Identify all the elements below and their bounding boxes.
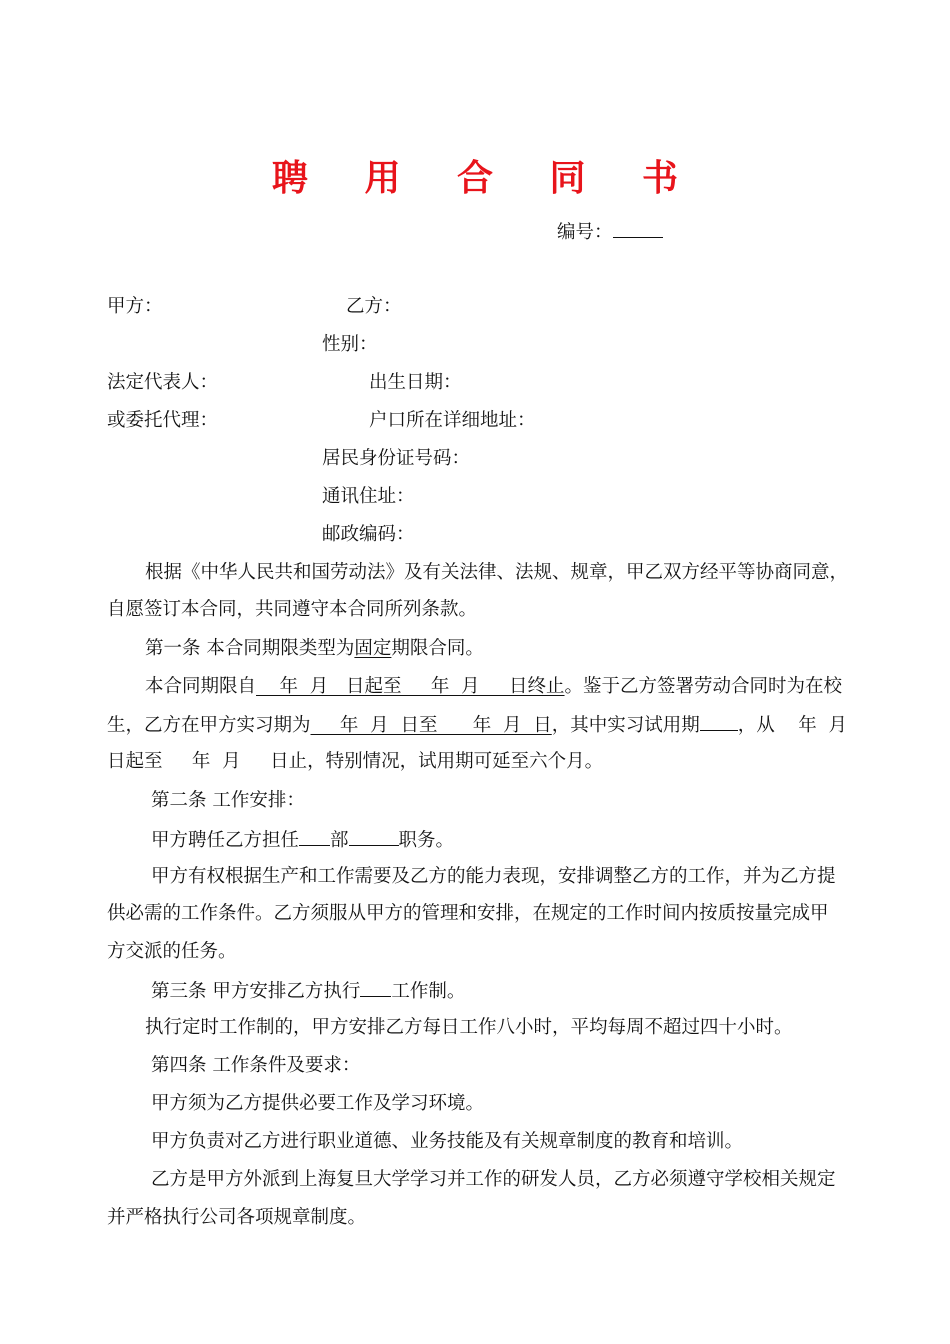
household-address-label: 户口所在详细地址： [369,410,536,431]
intern-tail: ，从 年 月 [737,715,848,736]
intro-line-1: 根据《中华人民共和国劳动法》及有关法律、法规、规章，甲乙双方经平等协商同意， [145,562,849,583]
intro-line-2: 自愿签订本合同，共同遵守本合同所列条款。 [107,599,478,620]
article-1-heading [145,637,484,661]
post-post: 职务。 [398,830,455,851]
article-1-probation: 日起至 年 月 日止，特别情况，试用期可延至六个月。 [107,751,604,772]
document-title: 聘 用 合 同 书 [271,158,701,199]
work-system-blank [360,978,391,997]
department-blank [299,827,330,846]
article-2-line-1: 甲方有权根据生产和工作需要及乙方的能力表现，安排调整乙方的工作，并为乙方提 [151,866,836,887]
article-1-heading-post: 期限合同。 [391,638,484,659]
term-post: 。鉴于乙方签署劳动合同时为在校 [564,676,843,697]
contract-number [557,219,663,245]
contract-type-value: 固定 [354,638,392,659]
article-4-line-2: 甲方负责对乙方进行职业道德、业务技能及有关规章制度的教育和培训。 [151,1131,744,1152]
article-4-line-3: 乙方是甲方外派到上海复旦大学学习并工作的研发人员，乙方必须遵守学校相关规定 [151,1169,836,1190]
article-2-line-3: 方交派的任务。 [107,941,237,962]
intern-pre: 生，乙方在甲方实习期为 [107,715,311,736]
contract-number-label: 编号： [557,222,613,243]
id-number-label: 居民身份证号码： [322,448,471,469]
position-blank [349,827,399,846]
article-4-line-4: 并严格执行公司各项规章制度。 [107,1207,367,1228]
postcode-label: 邮政编码： [322,524,415,545]
party-b-label: 乙方： [346,296,402,317]
term-pre: 本合同期限自 [145,676,257,697]
article-3-line-1: 执行定时工作制的，甲方安排乙方每日工作八小时，平均每周不超过四十小时。 [145,1017,793,1038]
term-period: 年 月 日起至 年 月 日终止 [256,676,565,697]
post-pre: 甲方聘任乙方担任 [151,830,300,851]
article-4-heading: 第四条 工作条件及要求： [151,1055,361,1076]
article-1-heading-pre: 第一条 本合同期限类型为 [145,638,355,659]
article-2-line-2: 供必需的工作条件。乙方须服从甲方的管理和安排，在规定的工作时间内按质按量完成甲 [107,903,829,924]
post-mid: 部 [330,830,349,851]
article-2-heading: 第二条 工作安排： [151,790,305,811]
intern-post: ，其中实习试用期 [551,715,700,736]
article-2-post [151,827,454,853]
article-3-heading-post: 工作制。 [391,981,466,1002]
birth-date-label: 出生日期： [369,372,462,393]
agent-label: 或委托代理： [107,410,219,431]
article-3-heading [151,978,465,1004]
mail-address-label: 通讯住址： [322,486,415,507]
intern-period: 年 月 日至 年 月 日 [310,715,552,736]
party-a-label: 甲方： [107,296,163,317]
article-4-line-1: 甲方须为乙方提供必要工作及学习环境。 [151,1093,485,1114]
gender-label: 性别： [322,334,378,355]
legal-rep-label: 法定代表人： [107,372,219,393]
probation-length-blank [700,712,738,731]
article-1-term [145,675,842,699]
article-3-heading-pre: 第三条 甲方安排乙方执行 [151,981,361,1002]
contract-number-blank [613,219,663,238]
article-1-intern [107,712,847,738]
